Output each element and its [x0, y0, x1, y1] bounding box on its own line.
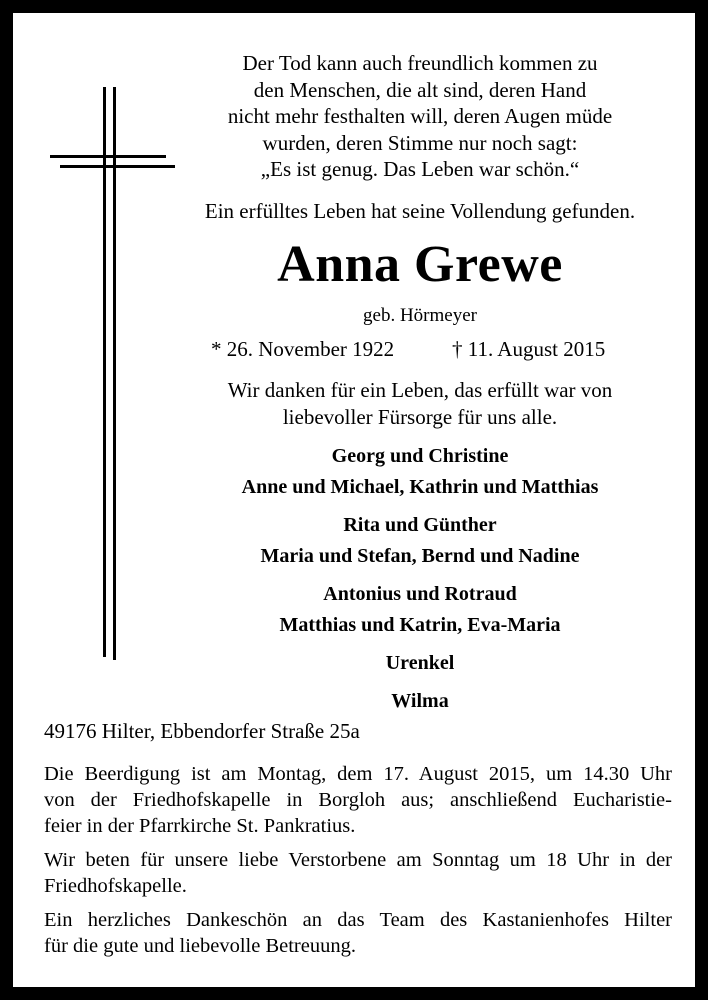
deceased-name: Anna Grewe	[277, 236, 563, 293]
mourner-line: Wilma	[391, 690, 449, 712]
funeral-line: Die Beerdigung ist am Montag, dem 17. August 2015, um 14.30 Uhr	[44, 763, 672, 785]
mourner-line: Urenkel	[385, 652, 455, 674]
gratitude-notice	[44, 907, 672, 959]
cross-horizontal-bar	[50, 155, 166, 158]
birth-date: * 26. November 1922	[211, 337, 395, 361]
thanks-line: liebevoller Fürsorge für uns alle.	[282, 404, 558, 429]
poem-line: Der Tod kann auch freundlich kommen zu	[242, 51, 598, 75]
funeral-line: feier in der Pfarrkirche St. Pankratius.	[44, 815, 356, 837]
death-date: † 11. August 2015	[452, 337, 606, 361]
prayer-line: Wir beten für unsere liebe Verstorbene am Sonntag um 18 Uhr in der	[44, 849, 672, 871]
poem-line: wurden, deren Stimme nur noch sagt:	[262, 130, 578, 155]
gratitude-line: für die gute und liebevolle Betreuung.	[44, 935, 356, 957]
cross-vertical-bar	[113, 87, 116, 660]
funeral-notice	[44, 761, 672, 839]
prayer-line: Friedhofskapelle.	[44, 875, 187, 897]
cross-vertical-bar	[103, 87, 106, 657]
cross-horizontal-bar	[60, 165, 175, 168]
address: 49176 Hilter, Ebbendorfer Straße 25a	[44, 719, 360, 743]
mourner-line: Rita und Günther	[343, 514, 497, 536]
prayer-notice	[44, 847, 672, 899]
thanks-line: Wir danken für ein Leben, das erfüllt war von	[227, 378, 613, 402]
poem	[160, 50, 680, 183]
gratitude-line: Ein herzliches Dankeschön an das Team des Kastanienhofes Hilter	[44, 909, 672, 931]
thanks-text	[160, 377, 680, 430]
poem-line: „Es ist genug. Das Leben war schön.“	[260, 157, 580, 181]
birth-name: geb. Hörmeyer	[363, 305, 477, 326]
mourner-line: Anne und Michael, Kathrin und Matthias	[241, 476, 599, 498]
poem-line: den Menschen, die alt sind, deren Hand	[253, 77, 587, 102]
mourners-list	[160, 441, 680, 717]
poem-line: nicht mehr festhalten will, deren Augen müde	[227, 104, 613, 128]
funeral-line: von der Friedhofskapelle in Borgloh aus; anschließend Eucharistie-	[44, 789, 672, 811]
mourner-line: Maria und Stefan, Bernd und Nadine	[260, 545, 580, 567]
fulfilled-life-line: Ein erfülltes Leben hat seine Vollendung gefunden.	[204, 199, 636, 223]
mourner-line: Georg und Christine	[331, 445, 509, 467]
mourner-line: Matthias und Katrin, Eva-Maria	[279, 614, 561, 636]
mourner-line: Antonius und Rotraud	[323, 583, 517, 605]
